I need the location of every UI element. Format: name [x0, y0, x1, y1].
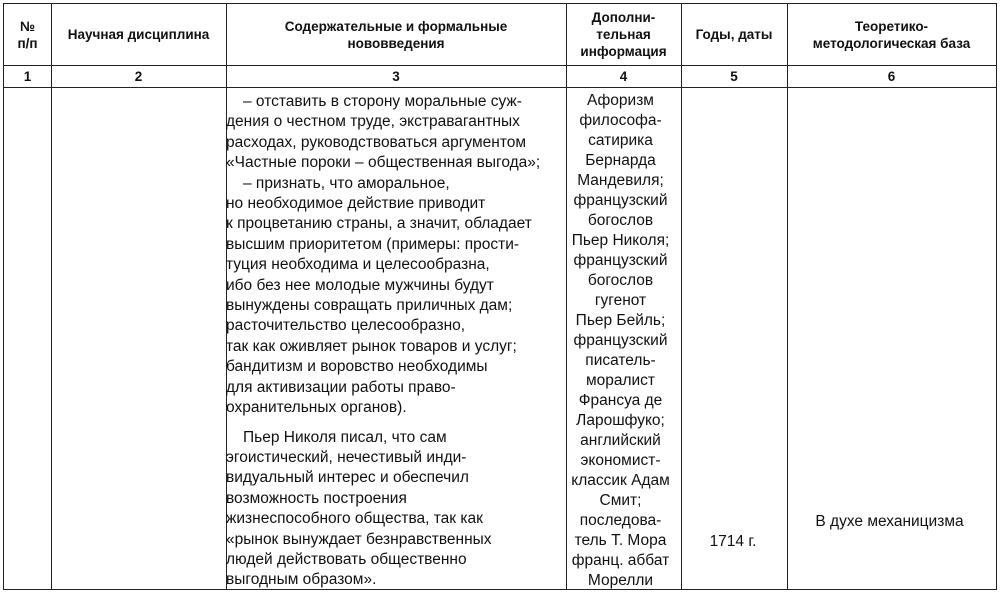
header-col-dates — [681, 4, 787, 65]
text-line: дения о честном труде, экстравагантных — [226, 113, 520, 131]
text-line: выгодным образом». — [226, 571, 377, 589]
text-line: тель Т. Мора — [574, 532, 667, 549]
column-divider — [681, 4, 682, 589]
text-line: жизнеспособного общества, так как — [226, 510, 483, 528]
text-line: «Частные пороки – общественная выгода»; — [226, 154, 541, 172]
text-line: к процветанию страны, а значит, обладает — [226, 215, 532, 233]
header-line: методологическая база — [812, 35, 971, 51]
text-line: видуальный интерес и обеспечил — [226, 469, 469, 487]
header-line: Теоретико- — [854, 18, 929, 34]
text-line: высшим приоритетом (примеры: прости- — [226, 235, 520, 253]
header-line: Научная дисциплина — [67, 27, 210, 42]
text-line: ибо без нее молодые мужчины будут — [226, 276, 494, 294]
header-col-discipline — [51, 4, 226, 65]
text-line: гугенот — [594, 292, 647, 309]
column-number: 1 — [23, 68, 32, 84]
header-col-innovations — [226, 4, 566, 65]
text-line: вынуждены совращать приличных дам; — [226, 297, 513, 315]
theory-cell: В духе механицизма — [815, 513, 964, 530]
text-line: франц. аббат — [571, 552, 670, 569]
text-line: писатель- — [585, 352, 656, 369]
text-line: возможность построения — [226, 489, 407, 507]
text-line: французский — [573, 332, 668, 349]
column-number: 6 — [887, 68, 896, 84]
column-divider — [51, 4, 52, 589]
text-line: бандитизм и воровство необходимы — [226, 358, 488, 376]
header-line: Содержательные и формальные — [284, 18, 508, 34]
text-line: «рынок вынуждает безнравственных — [226, 530, 492, 548]
text-line: французский — [573, 192, 668, 209]
text-line: людей действовать общественно — [226, 550, 467, 568]
column-number: 3 — [392, 68, 400, 84]
text-line: английский — [580, 432, 661, 449]
text-line: французский — [573, 252, 668, 269]
text-line: Ларошфуко; — [576, 412, 665, 429]
text-line: моралист — [585, 372, 656, 389]
text-line: так как оживляет рынок товаров и услуг; — [226, 337, 517, 355]
text-line: расходах, руководствоваться аргументом — [226, 133, 527, 151]
header-line: Годы, даты — [695, 27, 773, 42]
header-line: Дополни- — [591, 10, 656, 25]
text-line: Морелли — [587, 572, 654, 589]
column-number: 2 — [134, 68, 143, 84]
text-line: Пьер Бейль; — [575, 312, 666, 329]
header-line: п/п — [17, 35, 38, 51]
column-divider — [787, 4, 788, 589]
additional-info-cell — [563, 91, 678, 591]
header-line: тельная — [596, 27, 651, 42]
header-line: № — [19, 18, 36, 34]
text-line: Пьер Николя писал, что сам — [243, 428, 447, 446]
text-line: Пьер Николя; — [571, 232, 670, 249]
text-line: Бернарда — [585, 152, 656, 169]
column-number: 4 — [619, 68, 628, 84]
numbers-divider — [4, 87, 996, 88]
text-line: сатирика — [588, 132, 653, 149]
header-line: информация — [580, 44, 667, 59]
text-line: богослов — [587, 272, 654, 289]
header-col-theory — [787, 4, 996, 65]
text-line: но необходимое действие приводит — [226, 195, 486, 213]
innovations-cell — [226, 92, 566, 591]
header-col-number — [4, 4, 51, 65]
text-line: Франсуа де — [578, 392, 663, 409]
text-line: для активизации работы право- — [226, 378, 456, 396]
text-line: туция необходима и целесообразна, — [226, 256, 490, 274]
text-line: философа- — [579, 112, 662, 129]
text-line: Мандевиля; — [577, 172, 664, 189]
text-line: Смит; — [599, 492, 642, 509]
text-line: – отставить в сторону моральные суж- — [243, 93, 522, 110]
header-line: нововведения — [347, 35, 445, 51]
date-cell: 1714 г. — [709, 533, 757, 550]
text-line: экономист- — [580, 452, 661, 469]
text-line: эгоистический, нечестивый инди- — [226, 448, 467, 466]
text-line: классик Адам — [571, 472, 670, 489]
text-line: богослов — [587, 212, 654, 229]
column-number: 5 — [730, 68, 738, 84]
text-line: последова- — [579, 512, 662, 529]
text-line: расточительство целесообразно, — [226, 317, 466, 335]
header-col-info — [566, 4, 681, 65]
text-line: охранительных органов). — [226, 399, 407, 417]
text-line: – признать, что аморальное, — [243, 174, 450, 192]
text-line: Афоризм — [587, 92, 654, 109]
